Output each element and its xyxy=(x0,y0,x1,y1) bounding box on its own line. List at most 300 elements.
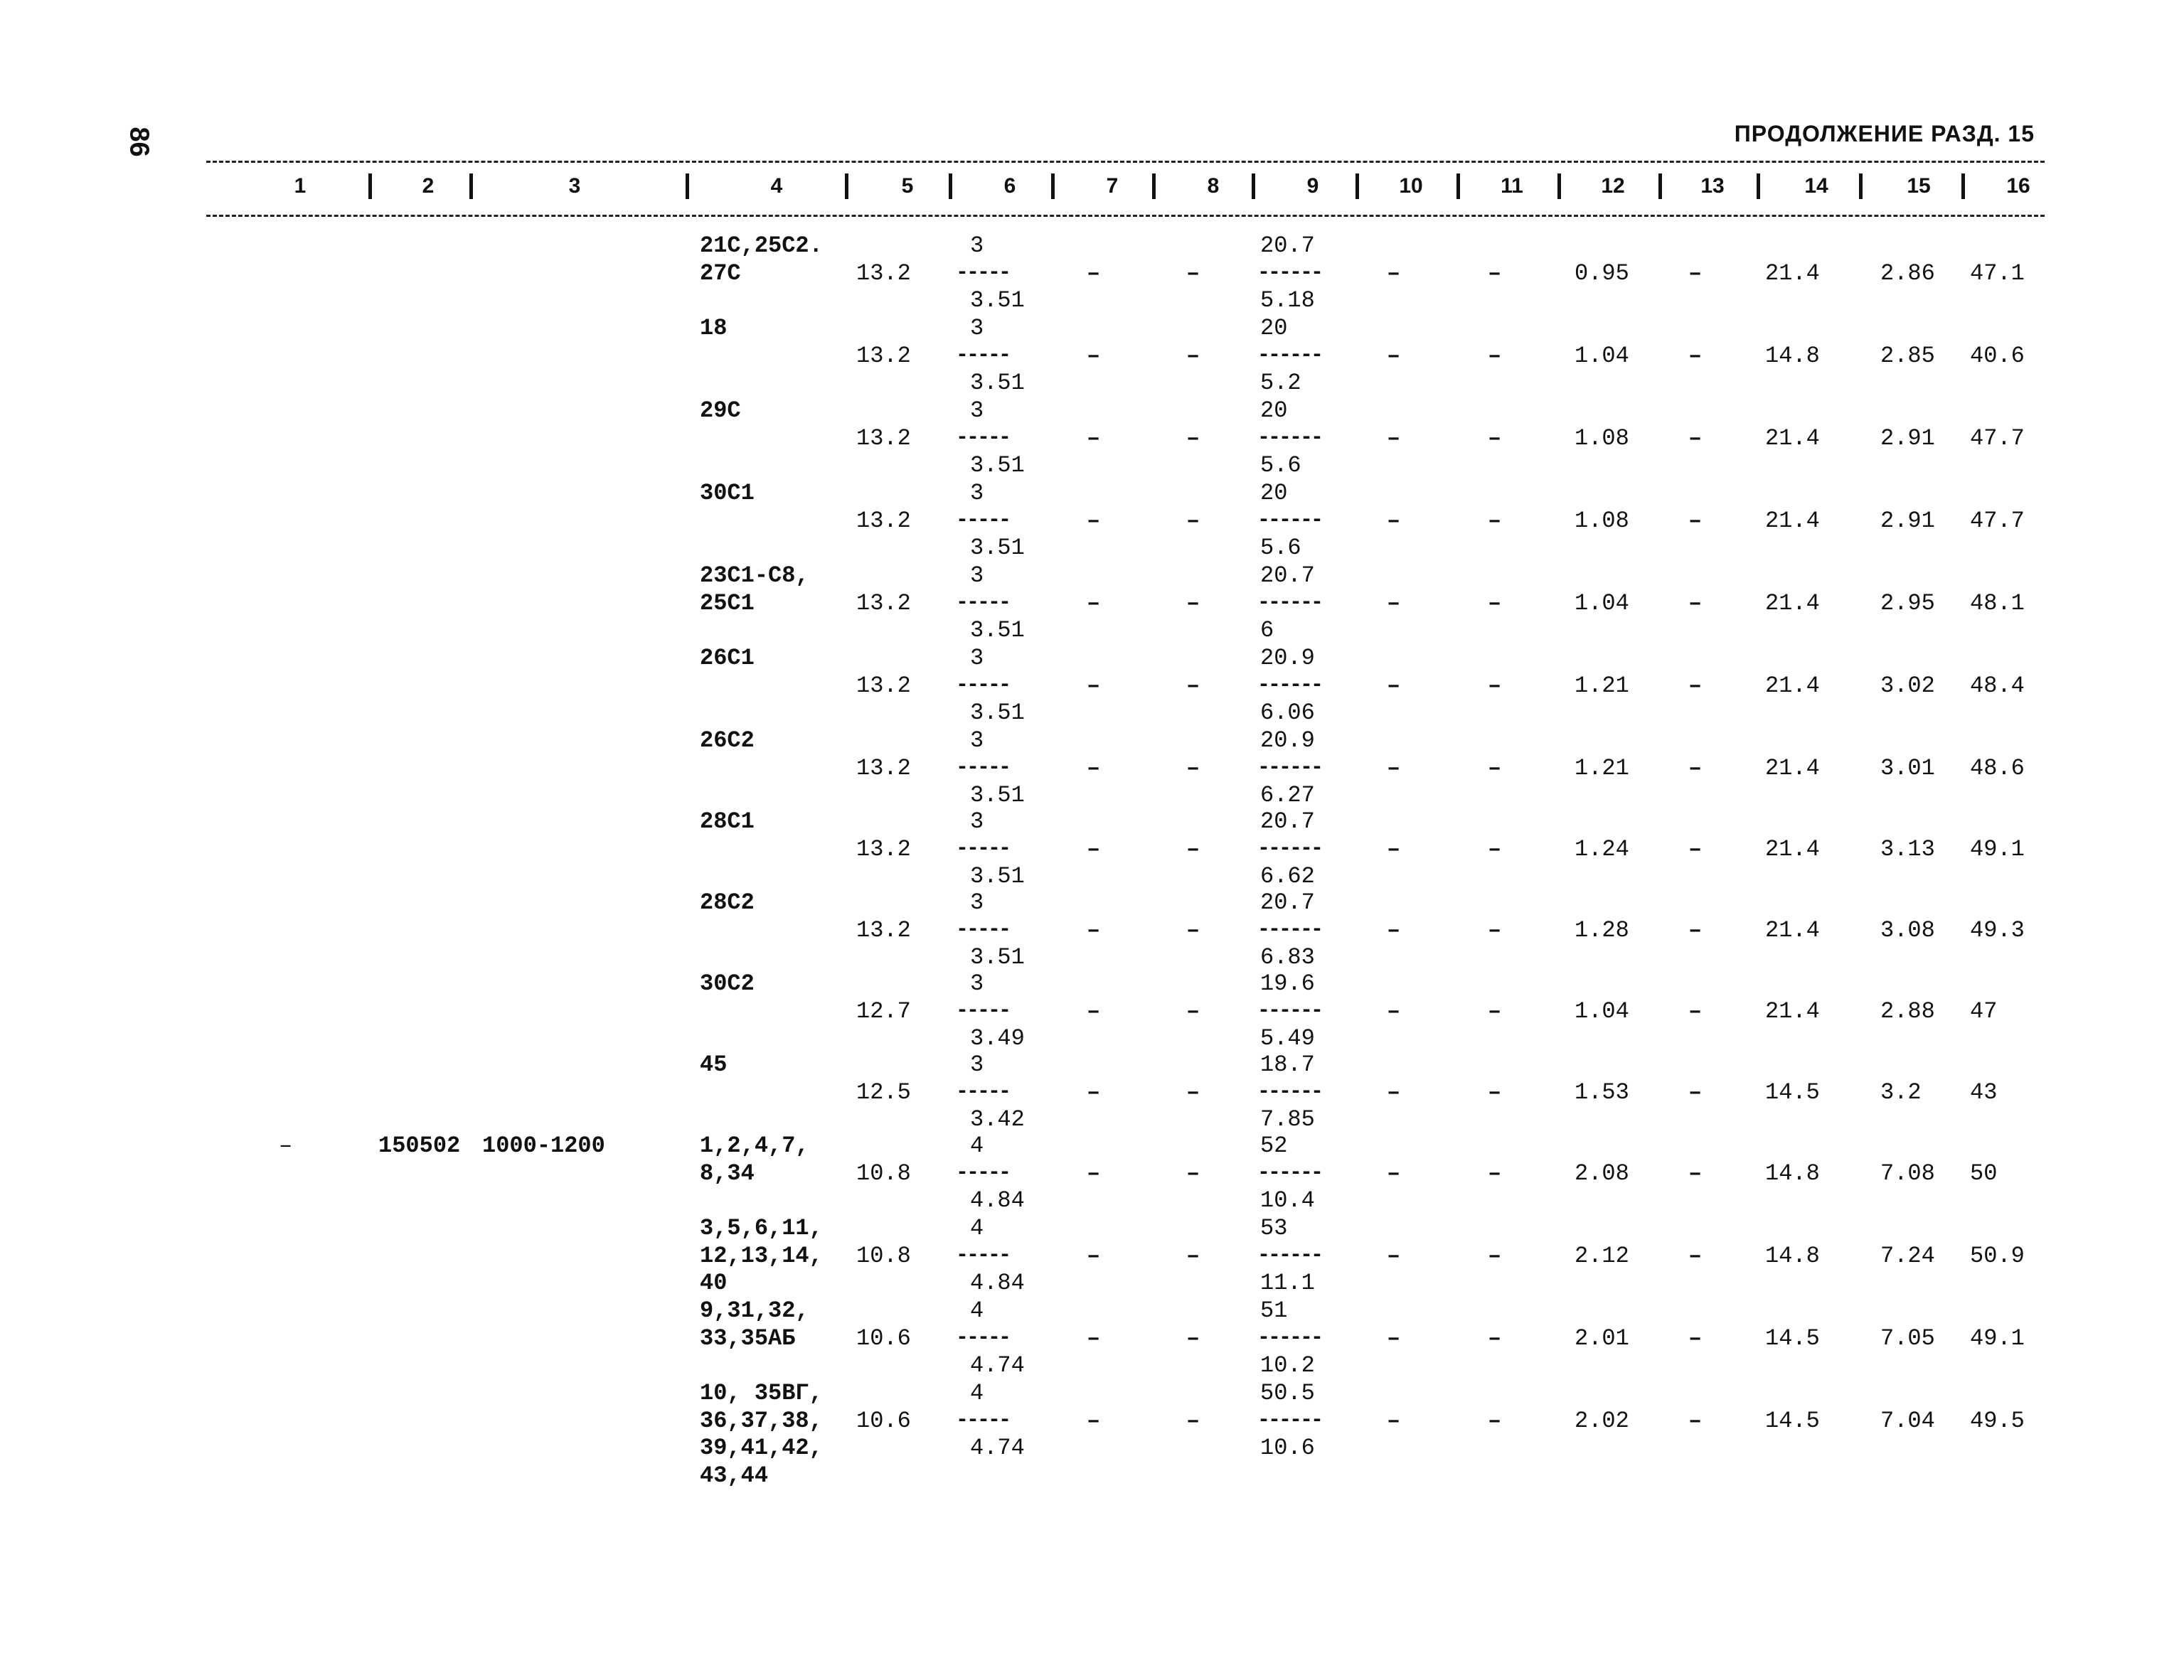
col13-dash: – xyxy=(1688,1407,1703,1434)
col9-fraction-bar: ------ xyxy=(1257,260,1322,285)
col4-designation: 43,44 xyxy=(700,1462,769,1489)
col15-value: 2.91 xyxy=(1880,507,1935,534)
col11-dash: – xyxy=(1488,507,1502,534)
col9-denominator: 6.27 xyxy=(1260,782,1315,808)
col15-value: 2.85 xyxy=(1880,342,1935,369)
col14-value: 21.4 xyxy=(1765,916,1820,943)
col4-designation: 26С1 xyxy=(700,645,755,671)
col15-value: 3.01 xyxy=(1880,754,1935,781)
col16-value: 48.1 xyxy=(1970,589,2025,616)
col8-dash: – xyxy=(1186,424,1200,451)
col16-value: 47.1 xyxy=(1970,260,2025,287)
col15-value: 7.08 xyxy=(1880,1160,1935,1187)
col13-dash: – xyxy=(1688,424,1703,451)
col6-fraction-bar: ----- xyxy=(956,755,1010,780)
col7-dash: – xyxy=(1087,1242,1101,1269)
col8-dash: – xyxy=(1186,835,1200,862)
col9-denominator: 11.1 xyxy=(1260,1270,1315,1296)
column-separator xyxy=(686,173,689,199)
col4-designation: 3,5,6,11, xyxy=(700,1215,823,1241)
col11-dash: – xyxy=(1488,1407,1502,1434)
col12-value: 0.95 xyxy=(1575,260,1629,287)
col4-designation: 8,34 xyxy=(700,1160,755,1187)
column-header-5: 5 xyxy=(901,174,914,198)
col9-fraction-bar: ------ xyxy=(1257,755,1322,780)
col6-numerator: 4 xyxy=(970,1215,984,1241)
col9-numerator: 20 xyxy=(1260,480,1288,506)
col9-denominator: 10.4 xyxy=(1260,1187,1315,1214)
col13-dash: – xyxy=(1688,1242,1703,1269)
col14-value: 21.4 xyxy=(1765,260,1820,287)
column-separator xyxy=(1859,173,1863,199)
col16-value: 49.5 xyxy=(1970,1407,2025,1434)
col8-dash: – xyxy=(1186,342,1200,369)
col4-designation: 9,31,32, xyxy=(700,1298,809,1324)
col5-value: 13.2 xyxy=(856,424,911,451)
col7-dash: – xyxy=(1087,1160,1101,1187)
col8-dash: – xyxy=(1186,1079,1200,1106)
col14-value: 14.8 xyxy=(1765,1160,1820,1187)
col9-denominator: 10.2 xyxy=(1260,1352,1315,1379)
col6-numerator: 3 xyxy=(970,397,984,424)
col6-fraction-bar: ----- xyxy=(956,343,1010,368)
col6-fraction-bar: ----- xyxy=(956,260,1010,285)
col6-denominator: 3.51 xyxy=(970,700,1025,726)
col5-value: 12.7 xyxy=(856,997,911,1024)
col11-dash: – xyxy=(1488,589,1502,616)
col4-designation: 28С1 xyxy=(700,808,755,835)
col8-dash: – xyxy=(1186,589,1200,616)
col15-value: 7.04 xyxy=(1880,1407,1935,1434)
col8-dash: – xyxy=(1186,672,1200,699)
col11-dash: – xyxy=(1488,835,1502,862)
col6-numerator: 3 xyxy=(970,315,984,341)
column-header-6: 6 xyxy=(1003,174,1016,198)
col6-fraction-bar: ----- xyxy=(956,998,1010,1023)
col10-dash: – xyxy=(1387,260,1401,287)
col9-denominator: 7.85 xyxy=(1260,1106,1315,1133)
column-header-2: 2 xyxy=(422,174,435,198)
col16-value: 49.1 xyxy=(1970,1325,2025,1352)
col16-value: 47.7 xyxy=(1970,507,2025,534)
col11-dash: – xyxy=(1488,916,1502,943)
col13-dash: – xyxy=(1688,507,1703,534)
col9-denominator: 6 xyxy=(1260,617,1274,643)
col5-value: 13.2 xyxy=(856,507,911,534)
top-rule xyxy=(206,161,2045,163)
col9-fraction-bar: ------ xyxy=(1257,673,1322,697)
column-header-8: 8 xyxy=(1207,174,1220,198)
col6-denominator: 3.51 xyxy=(970,287,1025,314)
col12-value: 1.21 xyxy=(1575,754,1629,781)
col6-denominator: 3.51 xyxy=(970,944,1025,970)
col4-designation: 36,37,38, xyxy=(700,1407,823,1434)
col6-numerator: 3 xyxy=(970,889,984,916)
col12-value: 1.24 xyxy=(1575,835,1629,862)
col10-dash: – xyxy=(1387,754,1401,781)
col5-value: 12.5 xyxy=(856,1079,911,1106)
col12-value: 1.04 xyxy=(1575,997,1629,1024)
col9-denominator: 6.06 xyxy=(1260,700,1315,726)
col9-numerator: 20.7 xyxy=(1260,232,1315,259)
col9-numerator: 52 xyxy=(1260,1133,1288,1159)
col6-fraction-bar: ----- xyxy=(956,1325,1010,1350)
column-separator xyxy=(1355,173,1359,199)
col8-dash: – xyxy=(1186,1325,1200,1352)
col6-denominator: 3.49 xyxy=(970,1025,1025,1052)
col10-dash: – xyxy=(1387,589,1401,616)
col12-value: 2.08 xyxy=(1575,1160,1629,1187)
col6-denominator: 4.84 xyxy=(970,1270,1025,1296)
header-bottom-rule xyxy=(206,215,2045,217)
column-separator xyxy=(1051,173,1055,199)
column-header-14: 14 xyxy=(1804,174,1828,198)
col10-dash: – xyxy=(1387,342,1401,369)
col8-dash: – xyxy=(1186,1160,1200,1187)
col11-dash: – xyxy=(1488,754,1502,781)
col14-value: 14.5 xyxy=(1765,1325,1820,1352)
col9-denominator: 6.62 xyxy=(1260,863,1315,889)
col15-value: 2.86 xyxy=(1880,260,1935,287)
col10-dash: – xyxy=(1387,916,1401,943)
column-header-4: 4 xyxy=(770,174,783,198)
col4-designation: 30С1 xyxy=(700,480,755,506)
col9-fraction-bar: ------ xyxy=(1257,508,1322,533)
col8-dash: – xyxy=(1186,260,1200,287)
column-separator xyxy=(949,173,952,199)
col10-dash: – xyxy=(1387,1242,1401,1269)
col14-value: 21.4 xyxy=(1765,754,1820,781)
col6-numerator: 3 xyxy=(970,970,984,997)
col14-value: 21.4 xyxy=(1765,997,1820,1024)
col12-value: 1.08 xyxy=(1575,424,1629,451)
col10-dash: – xyxy=(1387,1079,1401,1106)
col16-value: 47.7 xyxy=(1970,424,2025,451)
col14-value: 14.5 xyxy=(1765,1079,1820,1106)
column-separator xyxy=(1152,173,1156,199)
col12-value: 2.02 xyxy=(1575,1407,1629,1434)
col13-dash: – xyxy=(1688,342,1703,369)
col11-dash: – xyxy=(1488,1079,1502,1106)
col11-dash: – xyxy=(1488,672,1502,699)
col6-fraction-bar: ----- xyxy=(956,1243,1010,1268)
col9-numerator: 20.7 xyxy=(1260,808,1315,835)
col13-dash: – xyxy=(1688,589,1703,616)
col9-denominator: 6.83 xyxy=(1260,944,1315,970)
col5-value: 10.8 xyxy=(856,1160,911,1187)
col4-designation: 29С xyxy=(700,397,741,424)
col7-dash: – xyxy=(1087,424,1101,451)
group-label-col2: 150502 xyxy=(378,1133,461,1159)
col9-denominator: 5.18 xyxy=(1260,287,1315,314)
col9-fraction-bar: ------ xyxy=(1257,1243,1322,1268)
col8-dash: – xyxy=(1186,507,1200,534)
col13-dash: – xyxy=(1688,1079,1703,1106)
col11-dash: – xyxy=(1488,424,1502,451)
col13-dash: – xyxy=(1688,672,1703,699)
col16-value: 49.3 xyxy=(1970,916,2025,943)
col7-dash: – xyxy=(1087,589,1101,616)
col5-value: 13.2 xyxy=(856,754,911,781)
col4-designation: 33,35АБ xyxy=(700,1325,796,1352)
col12-value: 1.53 xyxy=(1575,1079,1629,1106)
col7-dash: – xyxy=(1087,260,1101,287)
col12-value: 1.21 xyxy=(1575,672,1629,699)
col11-dash: – xyxy=(1488,997,1502,1024)
col12-value: 1.08 xyxy=(1575,507,1629,534)
column-header-9: 9 xyxy=(1306,174,1319,198)
col13-dash: – xyxy=(1688,1160,1703,1187)
col7-dash: – xyxy=(1087,507,1101,534)
col13-dash: – xyxy=(1688,997,1703,1024)
column-header-16: 16 xyxy=(2006,174,2030,198)
col14-value: 21.4 xyxy=(1765,835,1820,862)
col9-denominator: 5.6 xyxy=(1260,535,1301,561)
column-header-1: 1 xyxy=(294,174,307,198)
col9-denominator: 10.6 xyxy=(1260,1435,1315,1461)
col7-dash: – xyxy=(1087,672,1101,699)
column-separator xyxy=(1658,173,1662,199)
col12-value: 2.12 xyxy=(1575,1242,1629,1269)
col4-designation: 10, 35ВГ, xyxy=(700,1380,823,1406)
col14-value: 21.4 xyxy=(1765,507,1820,534)
col15-value: 3.08 xyxy=(1880,916,1935,943)
col6-fraction-bar: ----- xyxy=(956,1079,1010,1104)
col5-value: 13.2 xyxy=(856,672,911,699)
col6-fraction-bar: ----- xyxy=(956,673,1010,697)
col7-dash: – xyxy=(1087,342,1101,369)
col7-dash: – xyxy=(1087,1325,1101,1352)
col9-fraction-bar: ------ xyxy=(1257,590,1322,615)
col15-value: 2.91 xyxy=(1880,424,1935,451)
col6-fraction-bar: ----- xyxy=(956,836,1010,861)
column-separator xyxy=(1456,173,1460,199)
col9-numerator: 20 xyxy=(1260,315,1288,341)
section-continuation-title: ПРОДОЛЖЕНИЕ РАЗД. 15 xyxy=(1734,121,2035,146)
col4-designation: 21С,25С2. xyxy=(700,232,823,259)
col4-designation: 18 xyxy=(700,315,728,341)
col9-fraction-bar: ------ xyxy=(1257,1079,1322,1104)
col9-fraction-bar: ------ xyxy=(1257,1408,1322,1433)
col6-denominator: 4.74 xyxy=(970,1352,1025,1379)
col13-dash: – xyxy=(1688,916,1703,943)
col6-fraction-bar: ----- xyxy=(956,1160,1010,1185)
col11-dash: – xyxy=(1488,1160,1502,1187)
col15-value: 2.95 xyxy=(1880,589,1935,616)
column-header-13: 13 xyxy=(1700,174,1725,198)
group-label-col3: 1000-1200 xyxy=(482,1133,605,1159)
col7-dash: – xyxy=(1087,1079,1101,1106)
col9-numerator: 20.9 xyxy=(1260,645,1315,671)
col10-dash: – xyxy=(1387,1160,1401,1187)
col13-dash: – xyxy=(1688,1325,1703,1352)
col8-dash: – xyxy=(1186,1407,1200,1434)
column-header-15: 15 xyxy=(1907,174,1931,198)
col11-dash: – xyxy=(1488,1325,1502,1352)
col6-fraction-bar: ----- xyxy=(956,508,1010,533)
col13-dash: – xyxy=(1688,260,1703,287)
column-separator xyxy=(1757,173,1760,199)
col15-value: 3.02 xyxy=(1880,672,1935,699)
col15-value: 3.13 xyxy=(1880,835,1935,862)
col16-value: 47 xyxy=(1970,997,1998,1024)
col12-value: 1.28 xyxy=(1575,916,1629,943)
col15-value: 3.2 xyxy=(1880,1079,1922,1106)
col6-fraction-bar: ----- xyxy=(956,1408,1010,1433)
col5-value: 13.2 xyxy=(856,260,911,287)
col4-designation: 12,13,14, xyxy=(700,1242,823,1269)
col6-denominator: 3.51 xyxy=(970,863,1025,889)
col11-dash: – xyxy=(1488,1242,1502,1269)
col16-value: 48.4 xyxy=(1970,672,2025,699)
col6-fraction-bar: ----- xyxy=(956,590,1010,615)
col9-numerator: 20.7 xyxy=(1260,889,1315,916)
col7-dash: – xyxy=(1087,916,1101,943)
col10-dash: – xyxy=(1387,835,1401,862)
col9-numerator: 50.5 xyxy=(1260,1380,1315,1406)
col13-dash: – xyxy=(1688,754,1703,781)
col11-dash: – xyxy=(1488,260,1502,287)
col6-numerator: 3 xyxy=(970,645,984,671)
col6-numerator: 3 xyxy=(970,232,984,259)
col9-fraction-bar: ------ xyxy=(1257,1160,1322,1185)
col6-fraction-bar: ----- xyxy=(956,917,1010,942)
col4-designation: 45 xyxy=(700,1052,728,1078)
col6-numerator: 3 xyxy=(970,480,984,506)
col13-dash: – xyxy=(1688,835,1703,862)
column-separator xyxy=(1961,173,1965,199)
col6-denominator: 3.51 xyxy=(970,782,1025,808)
col14-value: 21.4 xyxy=(1765,589,1820,616)
col9-fraction-bar: ------ xyxy=(1257,998,1322,1023)
col6-denominator: 4.74 xyxy=(970,1435,1025,1461)
col7-dash: – xyxy=(1087,1407,1101,1434)
col10-dash: – xyxy=(1387,1325,1401,1352)
col16-value: 48.6 xyxy=(1970,754,2025,781)
group-label-col1: – xyxy=(279,1133,293,1159)
col14-value: 14.8 xyxy=(1765,1242,1820,1269)
col8-dash: – xyxy=(1186,1242,1200,1269)
col5-value: 13.2 xyxy=(856,916,911,943)
col9-fraction-bar: ------ xyxy=(1257,425,1322,450)
col5-value: 10.6 xyxy=(856,1407,911,1434)
col6-numerator: 3 xyxy=(970,808,984,835)
col5-value: 13.2 xyxy=(856,589,911,616)
col6-numerator: 3 xyxy=(970,1052,984,1078)
col12-value: 1.04 xyxy=(1575,342,1629,369)
col10-dash: – xyxy=(1387,672,1401,699)
col6-fraction-bar: ----- xyxy=(956,425,1010,450)
col14-value: 14.8 xyxy=(1765,342,1820,369)
col4-designation: 28С2 xyxy=(700,889,755,916)
col7-dash: – xyxy=(1087,997,1101,1024)
col5-value: 10.6 xyxy=(856,1325,911,1352)
col14-value: 14.5 xyxy=(1765,1407,1820,1434)
column-header-7: 7 xyxy=(1106,174,1119,198)
col10-dash: – xyxy=(1387,507,1401,534)
col9-denominator: 5.6 xyxy=(1260,452,1301,478)
col15-value: 7.24 xyxy=(1880,1242,1935,1269)
column-separator xyxy=(368,173,372,199)
col9-denominator: 5.49 xyxy=(1260,1025,1315,1052)
col4-designation: 1,2,4,7, xyxy=(700,1133,809,1159)
col16-value: 43 xyxy=(1970,1079,1998,1106)
column-separator xyxy=(1557,173,1561,199)
col16-value: 49.1 xyxy=(1970,835,2025,862)
column-header-12: 12 xyxy=(1601,174,1625,198)
col4-designation: 40 xyxy=(700,1270,728,1296)
col8-dash: – xyxy=(1186,997,1200,1024)
col15-value: 2.88 xyxy=(1880,997,1935,1024)
col4-designation: 27С xyxy=(700,260,741,287)
col9-fraction-bar: ------ xyxy=(1257,836,1322,861)
col14-value: 21.4 xyxy=(1765,672,1820,699)
page-number: 86 xyxy=(124,127,154,157)
col9-fraction-bar: ------ xyxy=(1257,343,1322,368)
col9-numerator: 19.6 xyxy=(1260,970,1315,997)
col10-dash: – xyxy=(1387,424,1401,451)
column-header-3: 3 xyxy=(568,174,581,198)
col6-numerator: 4 xyxy=(970,1380,984,1406)
col5-value: 10.8 xyxy=(856,1242,911,1269)
col9-numerator: 20.7 xyxy=(1260,562,1315,589)
col14-value: 21.4 xyxy=(1765,424,1820,451)
col7-dash: – xyxy=(1087,754,1101,781)
col9-numerator: 20 xyxy=(1260,397,1288,424)
column-separator xyxy=(469,173,473,199)
col4-designation: 39,41,42, xyxy=(700,1435,823,1461)
col9-numerator: 20.9 xyxy=(1260,727,1315,754)
col5-value: 13.2 xyxy=(856,342,911,369)
col6-numerator: 4 xyxy=(970,1133,984,1159)
column-header-11: 11 xyxy=(1501,174,1523,198)
col6-numerator: 3 xyxy=(970,562,984,589)
col6-denominator: 3.51 xyxy=(970,452,1025,478)
column-separator xyxy=(845,173,848,199)
col10-dash: – xyxy=(1387,1407,1401,1434)
col12-value: 1.04 xyxy=(1575,589,1629,616)
col16-value: 50.9 xyxy=(1970,1242,2025,1269)
col4-designation: 25С1 xyxy=(700,589,755,616)
col9-fraction-bar: ------ xyxy=(1257,917,1322,942)
col7-dash: – xyxy=(1087,835,1101,862)
col6-denominator: 3.51 xyxy=(970,535,1025,561)
col9-fraction-bar: ------ xyxy=(1257,1325,1322,1350)
col6-denominator: 4.84 xyxy=(970,1187,1025,1214)
col8-dash: – xyxy=(1186,754,1200,781)
col4-designation: 26С2 xyxy=(700,727,755,754)
col4-designation: 30С2 xyxy=(700,970,755,997)
col9-numerator: 53 xyxy=(1260,1215,1288,1241)
col9-numerator: 51 xyxy=(1260,1298,1288,1324)
col6-denominator: 3.51 xyxy=(970,370,1025,396)
col8-dash: – xyxy=(1186,916,1200,943)
col9-denominator: 5.2 xyxy=(1260,370,1301,396)
col16-value: 50 xyxy=(1970,1160,1998,1187)
col11-dash: – xyxy=(1488,342,1502,369)
col12-value: 2.01 xyxy=(1575,1325,1629,1352)
col6-denominator: 3.51 xyxy=(970,617,1025,643)
column-header-10: 10 xyxy=(1399,174,1423,198)
col9-numerator: 18.7 xyxy=(1260,1052,1315,1078)
col16-value: 40.6 xyxy=(1970,342,2025,369)
col6-denominator: 3.42 xyxy=(970,1106,1025,1133)
col15-value: 7.05 xyxy=(1880,1325,1935,1352)
col5-value: 13.2 xyxy=(856,835,911,862)
col10-dash: – xyxy=(1387,997,1401,1024)
col6-numerator: 3 xyxy=(970,727,984,754)
col6-numerator: 4 xyxy=(970,1298,984,1324)
